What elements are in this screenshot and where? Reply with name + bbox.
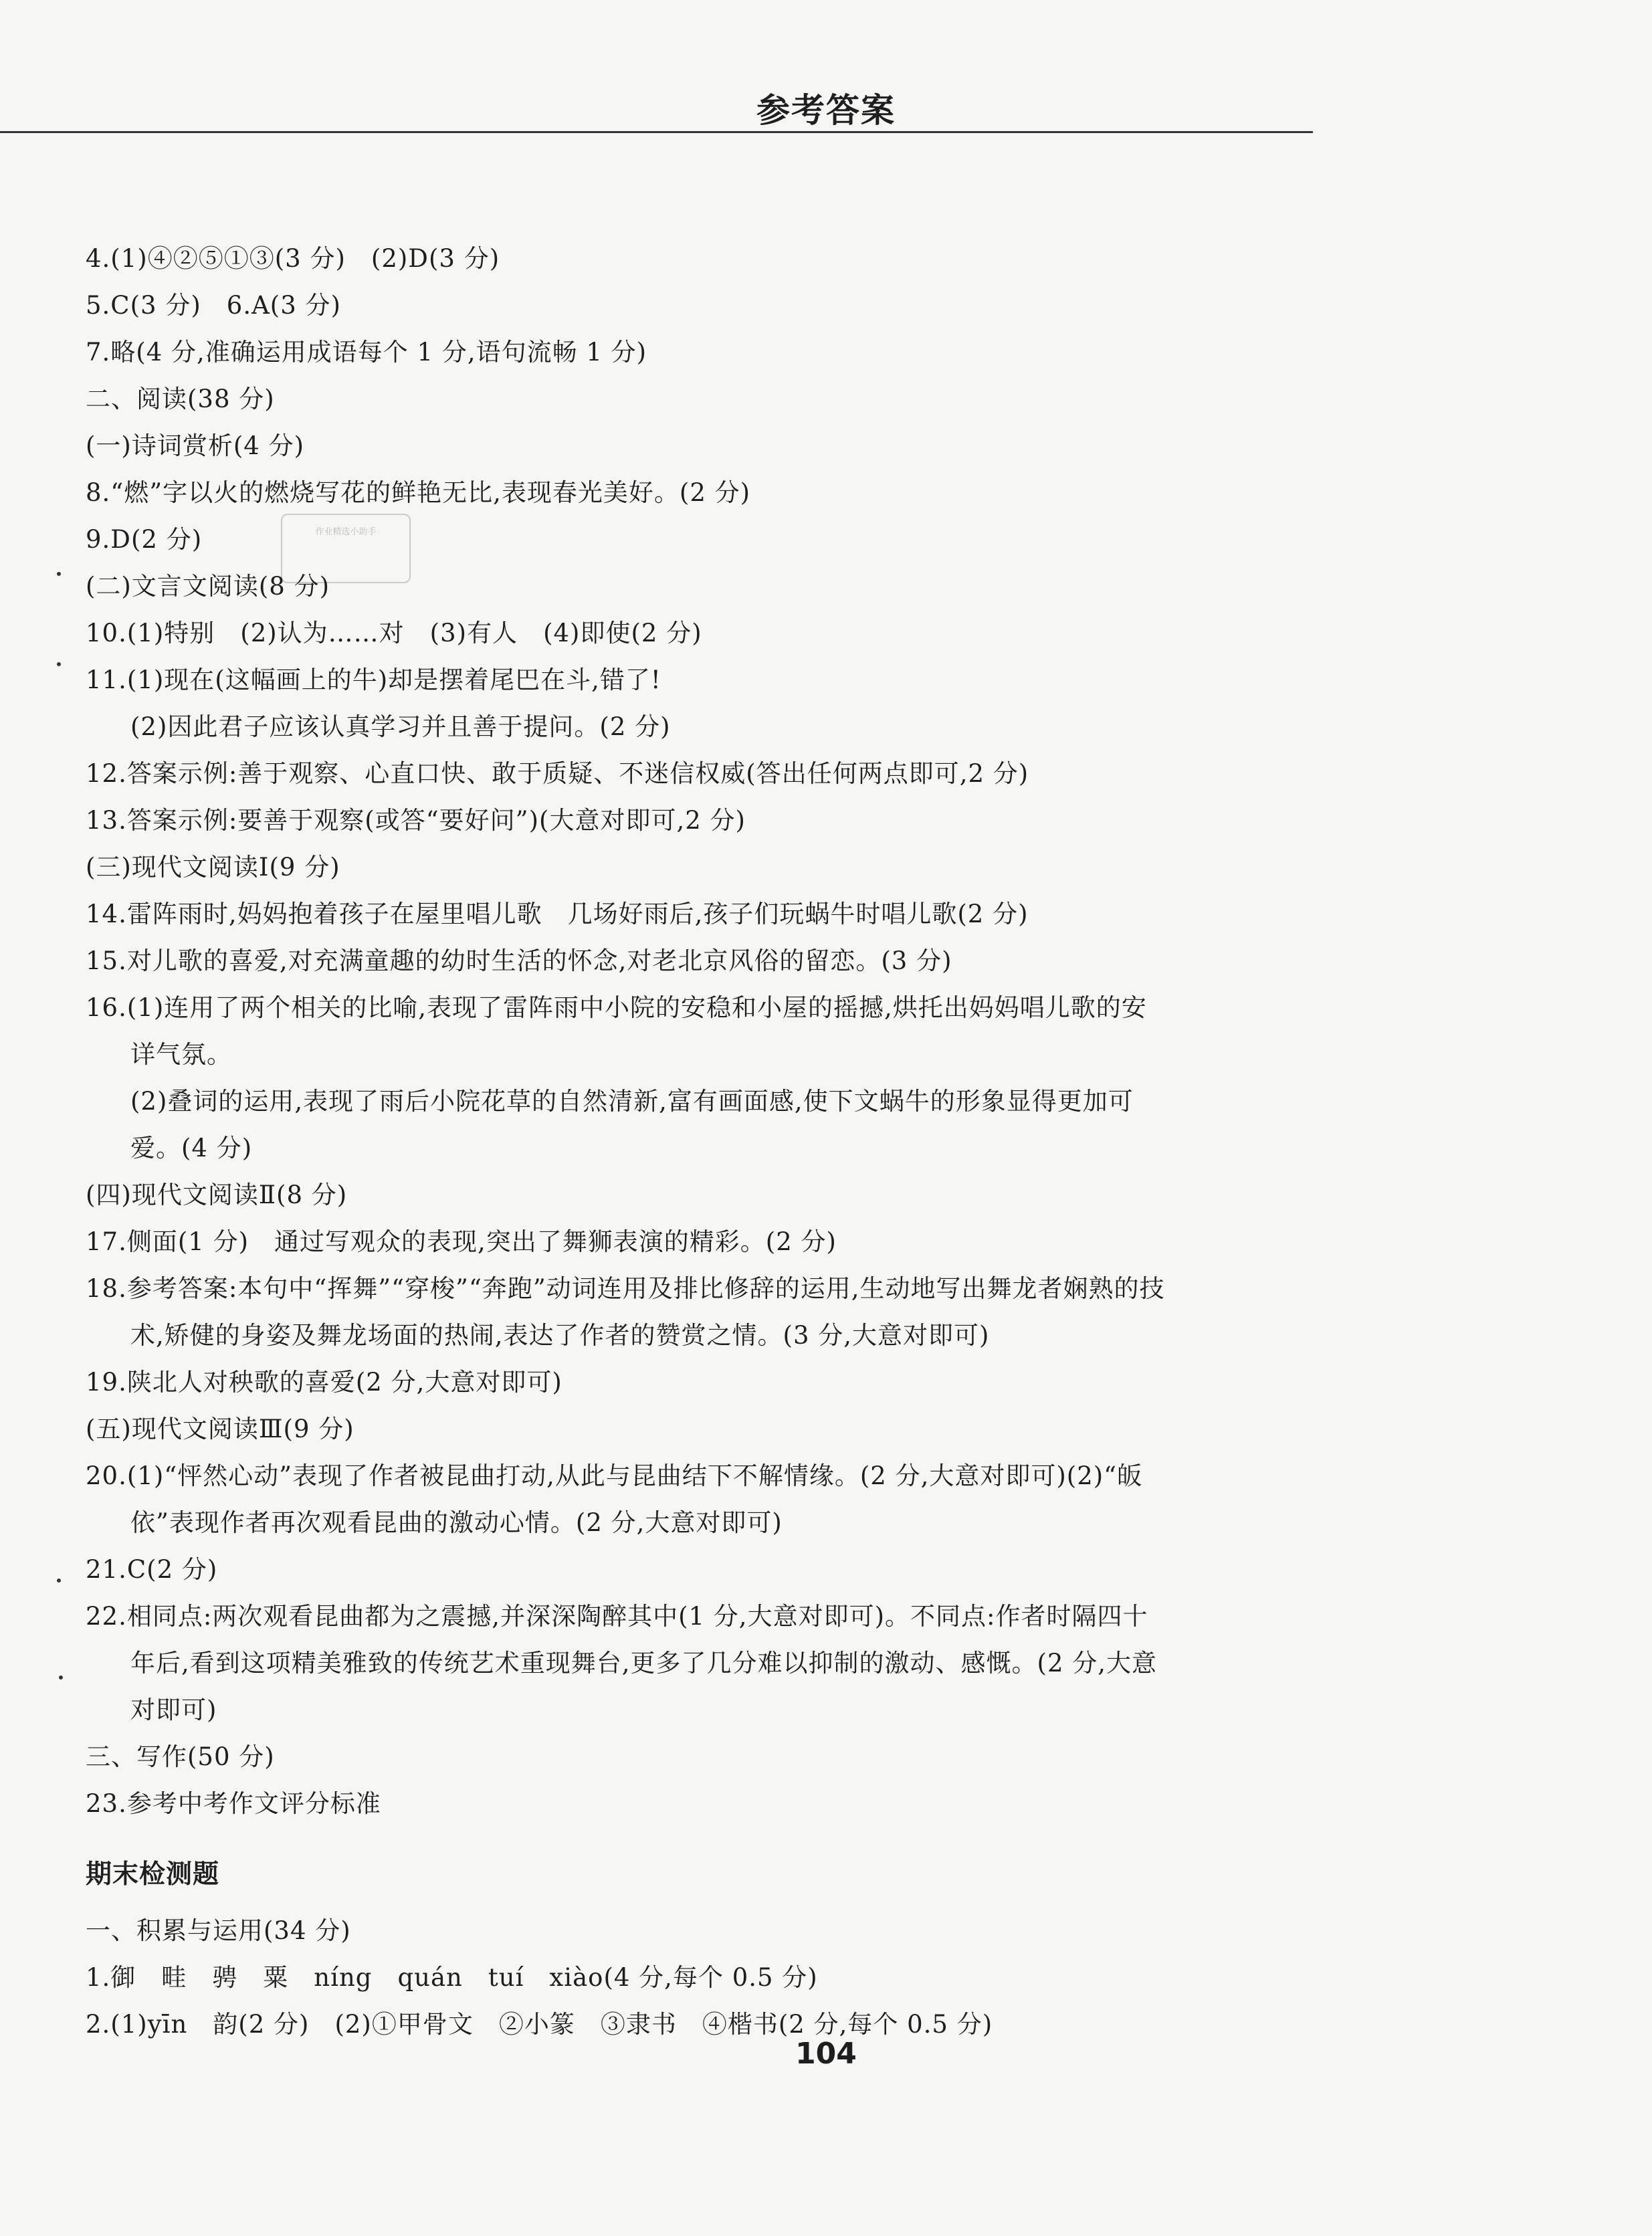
answer-line: 详气氛。	[130, 1040, 232, 1069]
answer-line: 19.陕北人对秧歌的喜爱(2 分,大意对即可)	[86, 1368, 562, 1397]
subsection-heading: (四)现代文阅读Ⅱ(8 分)	[86, 1181, 348, 1209]
answer-line: 10.(1)特别 (2)认为……对 (3)有人 (4)即使(2 分)	[86, 619, 702, 647]
answer-line: (2)因此君子应该认真学习并且善于提问。(2 分)	[130, 712, 671, 741]
answer-line: 23.参考中考作文评分标准	[86, 1789, 381, 1818]
stamp-text: 作业精选小助手	[315, 527, 377, 537]
answer-line: 对即可)	[130, 1696, 217, 1724]
answer-line: 8.“燃”字以火的燃烧写花的鲜艳无比,表现春光美好。(2 分)	[86, 478, 751, 507]
page-header-title: 参考答案	[756, 91, 896, 130]
answer-line: (2)叠词的运用,表现了雨后小院花草的自然清新,富有画面感,使下文蜗牛的形象显得更加可	[130, 1087, 1134, 1116]
answer-line: 9.D(2 分)	[86, 525, 203, 554]
subsection-heading: (五)现代文阅读Ⅲ(9 分)	[86, 1415, 354, 1443]
answer-line: 12.答案示例:善于观察、心直口快、敢于质疑、不迷信权威(答出任何两点即可,2 分)	[86, 759, 1029, 788]
scan-speck	[57, 572, 61, 576]
section-heading: 二、阅读(38 分)	[86, 385, 275, 413]
answer-line: 5.C(3 分) 6.A(3 分)	[86, 291, 341, 320]
answer-line: 依”表现作者再次观看昆曲的激动心情。(2 分,大意对即可)	[130, 1508, 783, 1537]
answer-line: 16.(1)连用了两个相关的比喻,表现了雷阵雨中小院的安稳和小屋的摇撼,烘托出妈妈唱儿歌的安	[86, 993, 1147, 1022]
header-divider	[0, 131, 1313, 133]
page-number: 104	[795, 2037, 857, 2071]
answer-line: 14.雷阵雨时,妈妈抱着孩子在屋里唱儿歌 几场好雨后,孩子们玩蜗牛时唱儿歌(2 分)	[86, 900, 1029, 928]
answer-line: 20.(1)“怦然心动”表现了作者被昆曲打动,从此与昆曲结下不解情缘。(2 分,大意对即可)(2)“皈	[86, 1461, 1143, 1490]
answer-line: 爱。(4 分)	[130, 1134, 253, 1162]
scan-speck	[57, 1579, 61, 1583]
subsection-heading: (三)现代文阅读Ⅰ(9 分)	[86, 853, 340, 882]
answer-line: 13.答案示例:要善于观察(或答“要好问”)(大意对即可,2 分)	[86, 806, 746, 835]
answer-line: 22.相同点:两次观看昆曲都为之震撼,并深深陶醉其中(1 分,大意对即可)。不同点:作者时隔四十	[86, 1602, 1148, 1631]
answer-line: 术,矫健的身姿及舞龙场面的热闹,表达了作者的赞赏之情。(3 分,大意对即可)	[130, 1321, 990, 1350]
scan-speck	[57, 662, 61, 666]
answer-line: 2.(1)yīn 韵(2 分) (2)①甲骨文 ②小篆 ③隶书 ④楷书(2 分,每个 0.5 分)	[86, 2010, 993, 2039]
section-heading: 三、写作(50 分)	[86, 1742, 275, 1771]
answer-line: 21.C(2 分)	[86, 1555, 218, 1584]
answer-line: 7.略(4 分,准确运用成语每个 1 分,语句流畅 1 分)	[86, 338, 647, 367]
subsection-heading: (一)诗词赏析(4 分)	[86, 431, 305, 460]
answer-line: 15.对儿歌的喜爱,对充满童趣的幼时生活的怀念,对老北京风俗的留恋。(3 分)	[86, 946, 952, 975]
answer-line: 4.(1)④②⑤①③(3 分) (2)D(3 分)	[86, 244, 500, 273]
exam-section-title: 期末检测题	[86, 1859, 220, 1890]
answer-line: 年后,看到这项精美雅致的传统艺术重现舞台,更多了几分难以抑制的激动、感慨。(2 分,大意	[130, 1649, 1158, 1678]
subsection-heading: (二)文言文阅读(8 分)	[86, 572, 330, 601]
scan-speck	[59, 1675, 63, 1680]
answer-line: 1.御 畦 骋 粟 níng quán tuí xiào(4 分,每个 0.5 分)	[86, 1963, 818, 1992]
section-heading: 一、积累与运用(34 分)	[86, 1916, 351, 1945]
answer-line: 17.侧面(1 分) 通过写观众的表现,突出了舞狮表演的精彩。(2 分)	[86, 1227, 837, 1256]
answer-line: 18.参考答案:本句中“挥舞”“穿梭”“奔跑”动词连用及排比修辞的运用,生动地写出舞龙者娴熟的技	[86, 1274, 1165, 1303]
answer-line: 11.(1)现在(这幅画上的牛)却是摆着尾巴在斗,错了!	[86, 666, 661, 694]
